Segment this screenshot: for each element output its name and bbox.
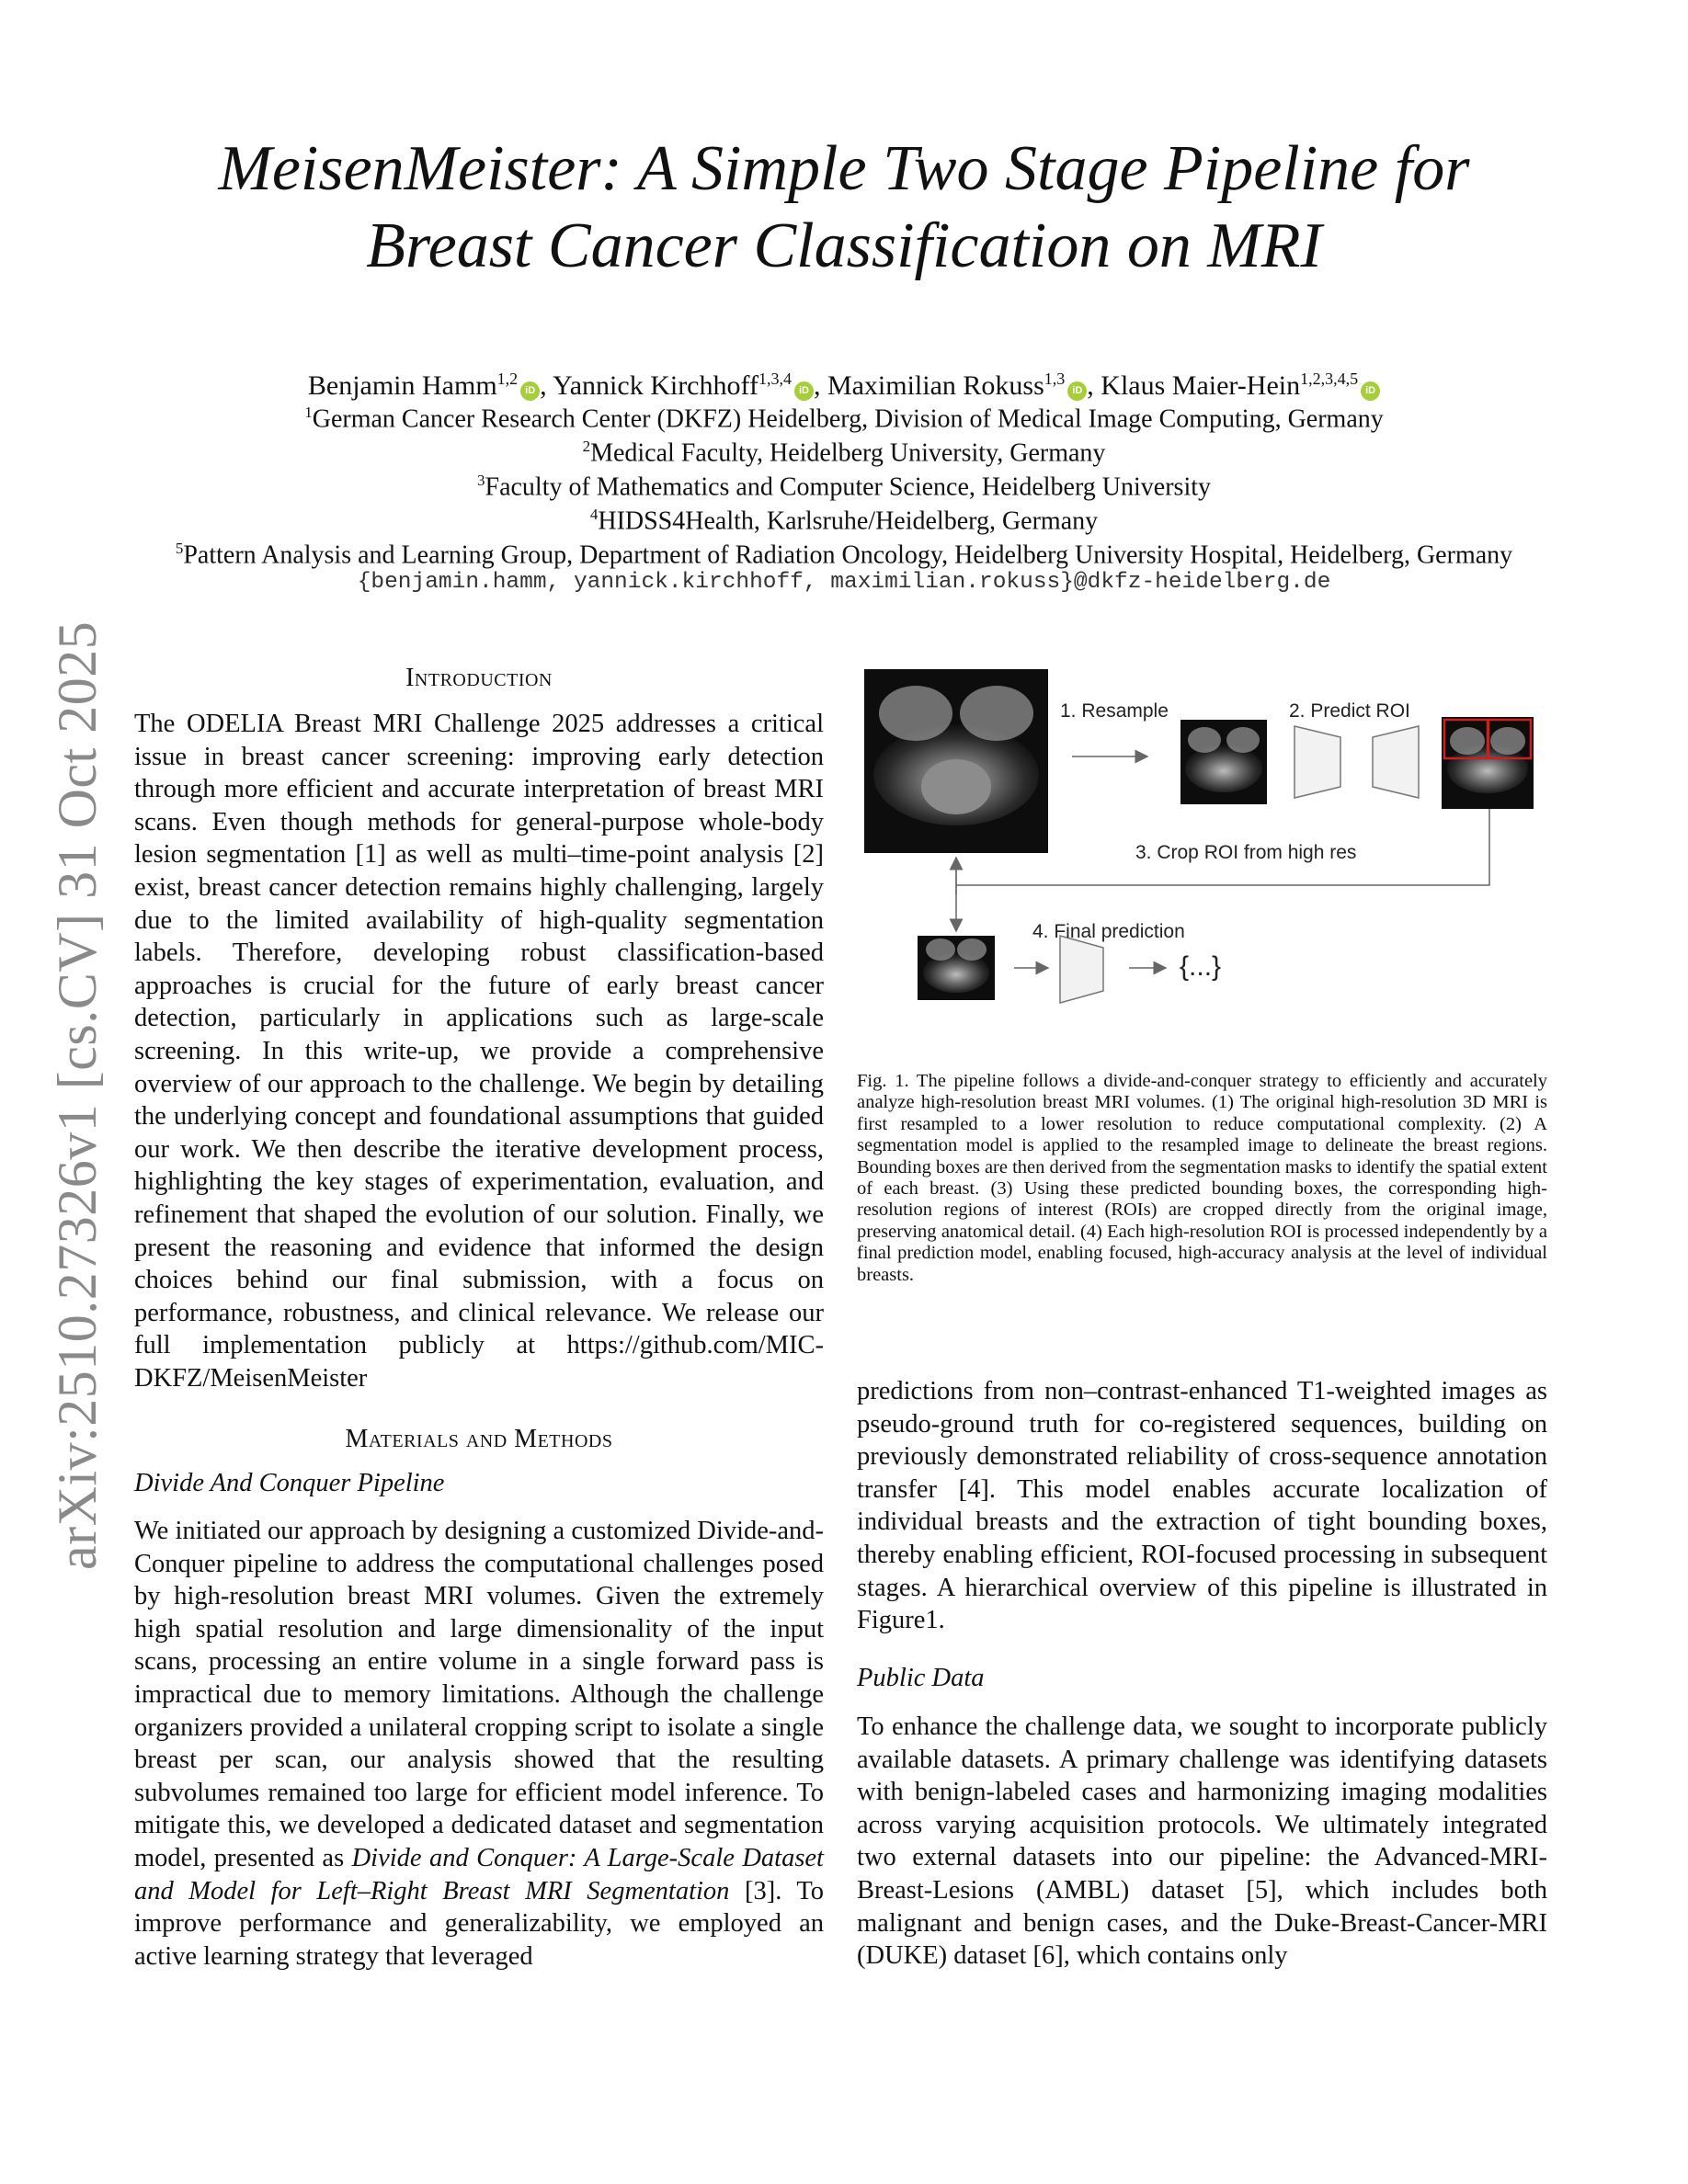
arxiv-stamp: arXiv:2510.27326v1 [cs.CV] 31 Oct 2025 [47,620,108,1570]
figure-pipeline [862,669,1543,1018]
divide-text-b: [3]. To improve performance and generalizability, we employed an active learning strategy that leveraged [134,1876,824,1971]
mri-original-image [864,669,1048,853]
affiliation-text: Faculty of Mathematics and Computer Science, Heidelberg University [485,472,1211,502]
affiliation [0,465,1688,503]
author-list: Benjamin Hamm$^{1,2}$iD , Yannick Kirchhoff$^{1,3,4}$iD , Maximilian Rokuss$^{1,3}$iD , Klaus Maier-Hein$^{1,2,3,4,5}$iD [0,362,1688,403]
right-column-paragraph [857,1375,1547,1637]
figure-label-predict-roi: 2. Predict ROI [1289,700,1410,722]
introduction-text: The ODELIA Breast MRI Challenge 2025 addresses a critical issue in breast cancer screening: improving early detection through more efficient and accurate interpretation of breast MRI scans. Even though methods for general-purpose whole-body lesion segmentation [1] as well as multi–time-point analysis [2] exist, breast cancer detection remains highly challenging, largely due to the limited availability of high-quality segmentation labels. Therefore, developing robust classification-based approaches is crucial for the future of early breast cancer detection, particularly in applications such as large-scale screening. In this write-up, we provide a comprehensive overview of our approach to the challenge. We begin by detailing the underlying concept and foundational assumptions that guided our work. We then describe the iterative development process, highlighting the key stages of experimentation, evaluation, and refinement that shaped the evolution of our solution. Finally, we present the reasoning and evidence that informed the design choices behind our final submission, with a focus on performance, robustness, and clinical relevance. We release our full implementation publicly at https://github.com/MIC-DKFZ/MeisenMeister [134,710,824,1393]
author-name: Klaus Maier-Hein [1101,370,1301,401]
affiliation-sup: 1 [304,404,313,421]
mri-roi-image [1442,717,1534,809]
title-line-2: Breast Cancer Classification on MRI [366,210,1322,281]
decoder-shape [1373,726,1419,798]
mri-cropped-roi-image [918,936,995,1000]
figure-output-symbol: {...} [1180,951,1222,982]
public-data-paragraph [857,1711,1547,1973]
divide-text-a: We initiated our approach by designing a customized Divide-and-Conquer pipeline to address the computational challenges posed by high-resolution breast MRI volumes. Given the extremely high spatial resolution and large dimensionality of the input scans, processing an entire volume in a single forward pass is impractical due to memory limitations. Although the challenge organizers provided a unilateral cropping script to isolate a single breast per scan, our analysis showed that the resulting subvolumes remained too large for efficient model inference. To mitigate this, we developed a dedicated dataset and segmentation model, presented as [134,1517,824,1872]
affiliation-text: Medical Faculty, Heidelberg University, Germany [590,438,1106,468]
author-affil-sup: 1,3,4 [758,370,792,388]
author-affil-sup: 1,2,3,4,5 [1300,370,1359,388]
mri-resampled-image [1180,720,1267,804]
figure-caption: Fig. 1. The pipeline follows a divide-and-conquer strategy to efficiently and accurately analyze high-resolution breast MRI volumes. (1) The original high-resolution 3D MRI is first resampled to a lower resolution to reduce computational complexity. (2) A segmentation model is applied to the resampled image to delineate the breast regions. Bounding boxes are then derived from the segmentation masks to identify the spatial extent of each breast. (3) Using these predicted bounding boxes, the corresponding high-resolution regions of interest (ROIs) are cropped directly from the original image, preserving anatomical detail. (4) Each high-resolution ROI is processed independently by a final prediction model, enabling focused, high-accuracy analysis at the level of individual breasts. [857,1071,1547,1285]
affiliation-sup: 2 [582,438,591,455]
affiliation-text: HIDSS4Health, Karlsruhe/Heidelberg, Germany [598,506,1099,536]
paper-title [0,131,1688,285]
affiliation-text: German Cancer Research Center (DKFZ) Heidelberg, Division of Medical Image Computing, Germany [312,404,1384,434]
author-name: Maximilian Rokuss [827,370,1044,401]
orcid-icon[interactable]: iD [520,381,540,401]
author-affil-sup: 1,3 [1044,370,1066,388]
section-heading-methods: Materials and Methods [345,1425,613,1453]
classifier-shape [1060,936,1103,1003]
right-column-text: predictions from non–contrast-enhanced T1-weighted images as pseudo-ground truth for co-registered sequences, building on previously demonstrated reliability of cross-sequence annotation transfer [4]. This model enables accurate localization of individual breasts and the extraction of tight bounding boxes, thereby enabling efficient, ROI-focused processing in subsequent stages. A hierarchical overview of this pipeline is illustrated in Figure1. [857,1377,1547,1635]
author-affil-sup: 1,2 [496,370,519,388]
affiliation [0,431,1688,469]
figure-label-resample: 1. Resample [1060,700,1169,722]
subheading-public-data: Public Data [857,1664,985,1692]
affiliation-sup: 4 [589,506,599,523]
affiliation [0,499,1688,537]
author-name: Yannick Kirchhoff [553,370,758,401]
encoder-shape [1295,726,1340,798]
affiliation [0,397,1688,435]
affiliation-sup: 3 [477,472,485,489]
title-line-1: MeisenMeister: A Simple Two Stage Pipeline for [218,133,1470,204]
section-heading-introduction: Introduction [405,664,553,692]
introduction-paragraph [134,708,824,1394]
divide-text-citation-title: Divide and Conquer: A Large-Scale Dataset and Model for Left–Right Breast MRI Segmentation [134,1843,824,1905]
divide-conquer-paragraph [134,1515,824,1973]
affiliation-sup: 5 [175,540,184,557]
public-data-text: To enhance the challenge data, we sought to incorporate publicly available datasets. A primary challenge was identifying datasets with benign-labeled cases and harmonizing imaging modalities across varying acquisition protocols. We ultimately integrated two external datasets into our pipeline: the Advanced-MRI-Breast-Lesions (AMBL) dataset [5], which includes both malignant and benign cases, and the Duke-Breast-Cancer-MRI (DUKE) dataset [6], which contains only [857,1712,1547,1971]
author-name: Benjamin Hamm [307,370,497,401]
author-emails[interactable]: {benjamin.hamm, yannick.kirchhoff, maximilian.rokuss}@dkfz-heidelberg.de [357,570,1331,595]
affiliation-text: Pattern Analysis and Learning Group, Department of Radiation Oncology, Heidelberg University Hospital, Heidelberg, Germany [183,540,1513,570]
orcid-icon[interactable]: iD [794,381,814,401]
orcid-icon[interactable]: iD [1361,381,1380,401]
orcid-icon[interactable]: iD [1067,381,1087,401]
figure-label-crop: 3. Crop ROI from high res [1135,842,1357,863]
figure-label-final: 4. Final prediction [1032,921,1185,942]
affiliation [0,533,1688,571]
subheading-divide-conquer: Divide And Conquer Pipeline [134,1469,445,1497]
